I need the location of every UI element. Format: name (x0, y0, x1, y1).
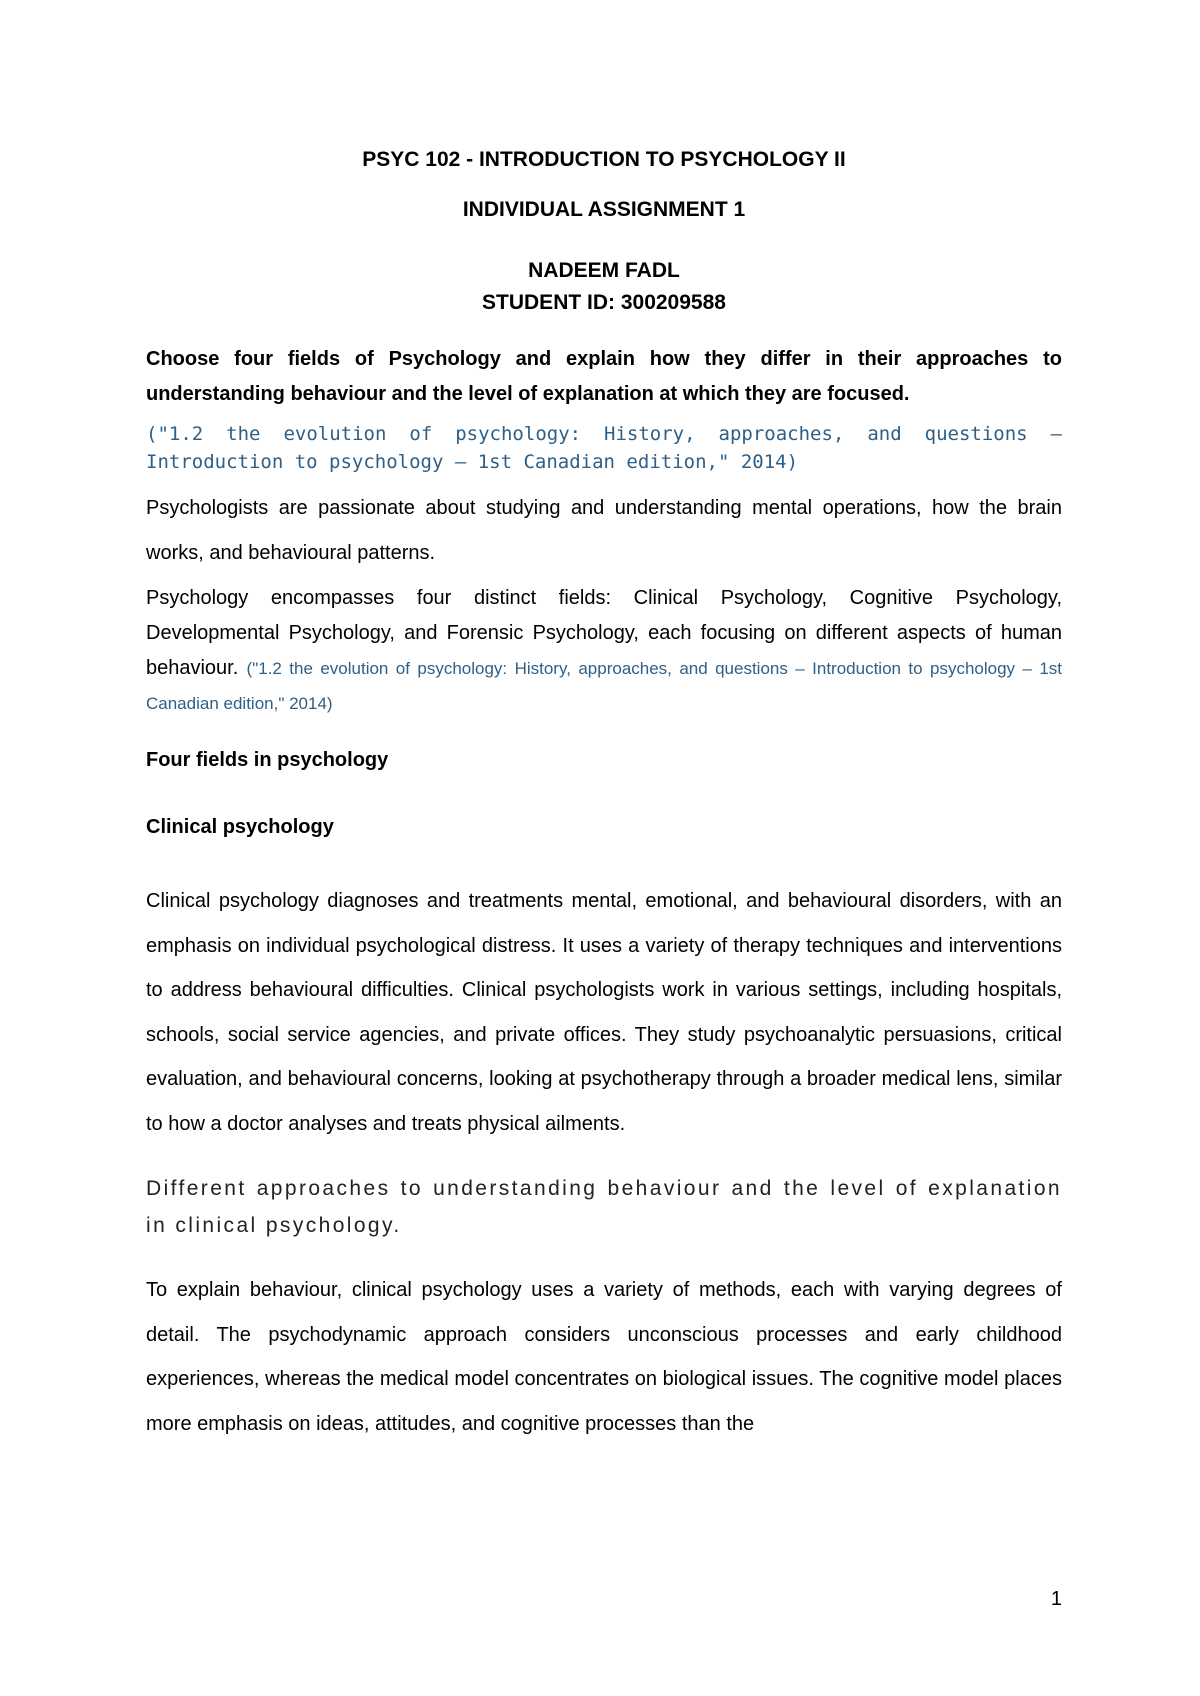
heading-clinical-psychology: Clinical psychology (146, 816, 334, 838)
assignment-question: Choose four fields of Psychology and explain how they differ in their approaches to understanding behaviour and the level of explanation at which they are focused. (146, 348, 1062, 405)
student-id: STUDENT ID: 300209588 (482, 291, 726, 314)
assignment-title: INDIVIDUAL ASSIGNMENT 1 (462, 198, 746, 221)
page-number: 1 (1050, 1588, 1062, 1610)
heading-four-fields: Four fields in psychology (146, 749, 389, 771)
citation: ("1.2 the evolution of psychology: History, approaches, and questions – Introduction to psychology – 1st Canadian edition," 2014) (146, 423, 1062, 473)
paragraph-clinical: Clinical psychology diagnoses and treatments mental, emotional, and behavioural disorders, with an emphasis on individual psychological distress. It uses a variety of therapy techniques and interventions to address behavioural difficulties. Clinical psychologists work in various settings, including hospitals, schools, social service agencies, and private offices. They study psychoanalytic persuasions, critical evaluation, and behavioural concerns, looking at psychotherapy through a broader medical lens, similar to how a doctor analyses and treats physical ailments. (146, 890, 1062, 1135)
course-title: PSYC 102 - INTRODUCTION TO PSYCHOLOGY II (362, 148, 846, 171)
subheading-approaches: Different approaches to understanding behaviour and the level of explanation in clinical psychology. (146, 1177, 1062, 1237)
page-content (146, 148, 1062, 1446)
paragraph-fields (146, 581, 1062, 721)
inline-citation: ("1.2 the evolution of psychology: History, approaches, and questions – Introduction to psychology – 1st Canadian edition," 2014) (146, 659, 1062, 713)
author-name: NADEEM FADL (528, 259, 680, 282)
paragraph-intro: Psychologists are passionate about studying and understanding mental operations, how the brain works, and behavioural patterns. (146, 497, 1062, 564)
paragraph-approaches: To explain behaviour, clinical psychology uses a variety of methods, each with varying degrees of detail. The psychodynamic approach considers unconscious processes and early childhood experiences, whereas the medical model concentrates on biological issues. The cognitive model places more emphasis on ideas, attitudes, and cognitive processes than the (146, 1279, 1062, 1435)
paragraph-fields-text: Psychology encompasses four distinct fields: Clinical Psychology, Cognitive Psychology, Developmental Psychology, and Forensic Psychology, each focusing on different aspects of human behaviour. (146, 587, 1062, 679)
